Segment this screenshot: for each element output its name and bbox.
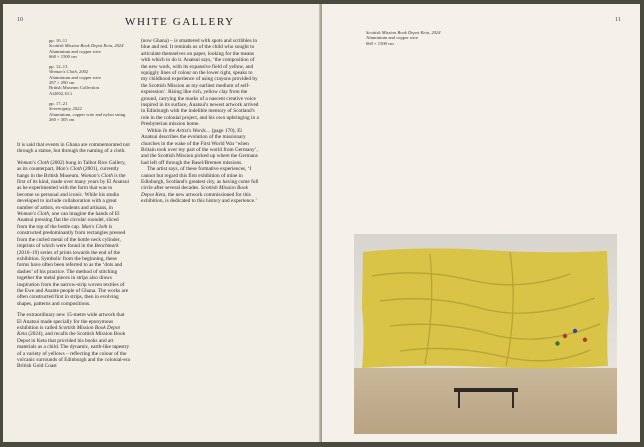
caption-line: Aluminium and copper wire: [49, 48, 101, 54]
artwork-surface: [362, 248, 609, 368]
caption-pages: pp. 10–11: [49, 38, 68, 43]
artwork-color-mark: [555, 341, 559, 345]
caption-title: Scottish Mission Book Depot Keta, 2024: [366, 30, 441, 35]
caption-line: British Museum Collection: [49, 85, 100, 91]
caption-line: Af2002,10.1: [49, 90, 73, 96]
caption-line: Aluminium, copper wire and nylon string: [49, 111, 126, 117]
body-paragraph: Within In the Artist's Words… (page 170), El Anatsui describes the evolution of the missionary churches in the wake of the First World War ‘when Britain took over my part of the world from Germany’, and the Scottish Mission picked up where the Germans had left off through the Basel/Bremen missions.: [141, 127, 258, 166]
artwork-color-mark: [573, 329, 577, 333]
body-paragraph: The artist says, of these formative experiences, ‘I cannot but regard this first exhibition of mine in Edinburgh, Scotland's greatest city, as having come full circle after several decades. Scottish Mission Book Depot Keta, the new artwork commissioned for this exhibition, is dedicated to this history and experience.’: [141, 166, 259, 205]
caption-pages: pp. 17–21: [49, 100, 68, 106]
artwork-color-mark: [583, 338, 587, 342]
caption-pages: pp. 12–13: [49, 64, 68, 70]
gallery-photograph: [354, 234, 617, 434]
caption-title: Sovereignty, 2022: [49, 106, 82, 112]
page-number-left: 10: [17, 17, 23, 23]
body-paragraph: The extraordinary new 15-metre wide artwork that El Anatsui made specially for the eponymous exhibition is called Scottish Mission Book Depot Keta (2024), and recalls the Scottish Mission Book Depot in Keta that provided his books and art materials as a child. The dynamic, earth-like tapestry of a variety of yellows – reflecting the colour of the volcanic surrounds of Edinburgh and the colonial-era British Gold Coast: [17, 312, 130, 370]
page-number-right: 11: [615, 17, 621, 23]
caption-line: 660 × 1500 cm: [49, 53, 77, 59]
gallery-floor: [354, 368, 617, 434]
body-paragraph: It is said that events in Ghana are commemorated not through a statue, but through the naming of a cloth.: [17, 142, 130, 155]
left-page: [3, 4, 321, 442]
body-paragraph: Woman's Cloth (2002) hung in Talbot Rice Gallery, as its counterpart, Man's Cloth (2001), currently hangs in the British Museum. Woman's Cloth is the first of its kind, made over many years by El Anatsui as he experimented with the form that was to become so personal and iconic. While his studio developed to include collaboration with a great number of artists, ex-students and artisans, in Woman's Cloth, one can imagine the hands of El Anatsui pressing flat the circular roundel, sliced from the top of the bottle cap. Man's Cloth is constructed predominantly from rectangles pressed from the curled metal of the bottle neck cylinder, imprints of which were found in the Benchmark (2016–19) series of prints towards the end of the exhibition. Symbolic from the beginning, these forms have often been referred to as the ‘dots and dashes’ of his practice. The method of stitching together the metal pieces in strips also draws inspiration from the narrow-strip woven textiles of the Ewe and Asante people of Ghana. The works are often constructed first in strips, then in evolving shapes, patterns and compositions.: [17, 159, 129, 307]
caption-line: 660 × 1500 cm: [366, 40, 394, 46]
artwork-color-mark: [563, 334, 567, 338]
caption-line: Aluminium and copper wire: [366, 35, 418, 41]
bench-leg: [458, 392, 460, 408]
body-paragraph: (now Ghana) – is smattered with spots and scribbles in blue and red. It reminds us of the child who sought to articulate themselves on paper, looking for the means with which to do it. Anatsui says, ‘the composition of the new work, with its expansive field of yellow, and squiggly lines of colour on the lower right, speaks to my childhood experience of using crayons provided by the Scottish Mission as my earliest medium of self-expression’. Rising like rich, yellow clay from the ground, carrying the marks of a nascent creative voice inspired in its surface, Anatsui's newest artwork arrived in Edinburgh with the indelible memory of Scotland's role in the colonial project, and his own upbringing in a Presbyterian mission home.: [141, 38, 259, 128]
caption-line: Aluminium and copper wire: [49, 74, 101, 80]
caption-title: Scottish Mission Book Depot Keta, 2024: [49, 43, 124, 49]
right-page: [322, 4, 640, 442]
artwork-image: [360, 246, 610, 371]
gallery-bench: [454, 388, 518, 392]
caption-line: 260 × 305 cm: [49, 116, 75, 122]
body-column-2: [141, 38, 259, 210]
running-head: WHITE GALLERY: [125, 16, 235, 28]
caption-title: Woman's Cloth, 2002: [49, 69, 89, 75]
body-column-1: [17, 142, 130, 375]
bench-leg: [512, 392, 514, 408]
right-caption: [366, 30, 486, 46]
caption-line: 287 × 290 cm: [49, 80, 75, 86]
